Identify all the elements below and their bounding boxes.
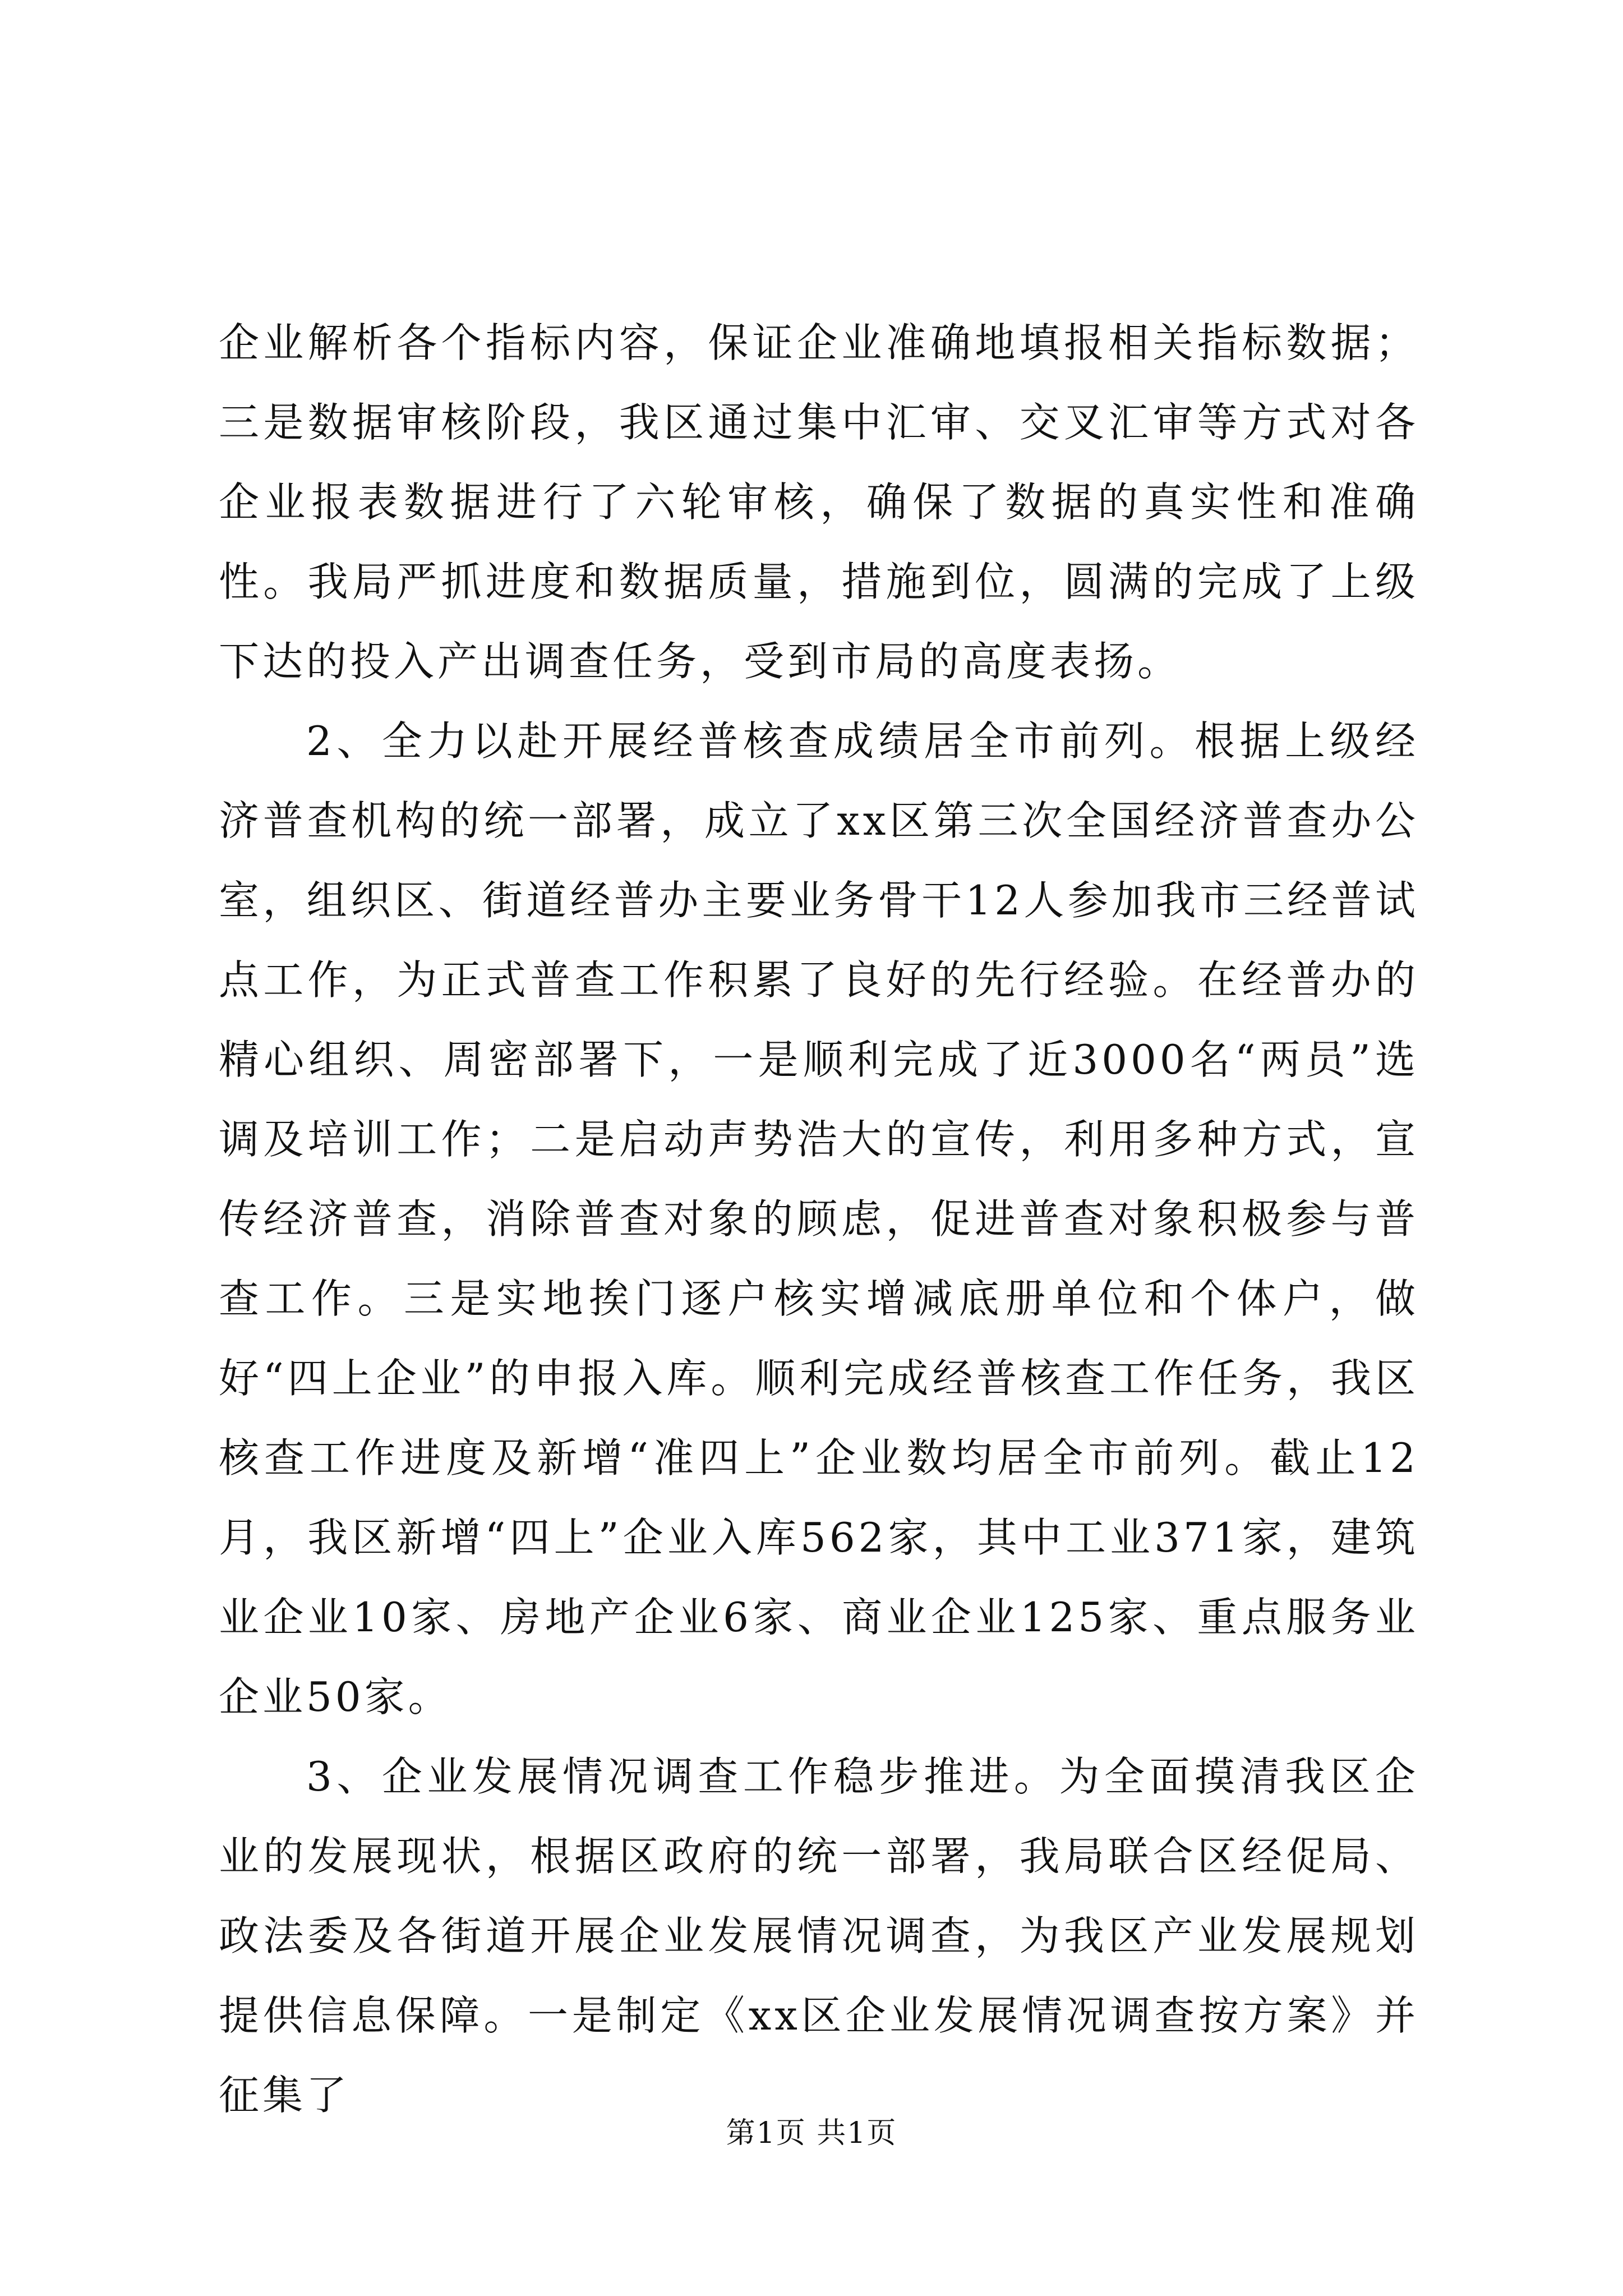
paragraph-3: 3、企业发展情况调查工作稳步推进。为全面摸清我区企业的发展现状，根据区政府的统一部署，我局联合区经促局、政法委及各街道开展企业发展情况调查，为我区产业发展规划提供信息保障。一是制定《xx区企业发展情况调查按方案》并征集了 <box>219 1753 1419 2119</box>
page-footer: 第1页 共1页 <box>726 2116 897 2150</box>
body-text <box>219 303 1419 2135</box>
paragraph-2: 2、全力以赴开展经普核查成绩居全市前列。根据上级经济普查机构的统一部署，成立了xx区第三次全国经济普查办公室，组织区、街道经普办主要业务骨干12人参加我市三经普试点工作，为正式普查工作积累了良好的先行经验。在经普办的精心组织、周密部署下，一是顺利完成了近3000名“两员”选调及培训工作；二是启动声势浩大的宣传，利用多种方式，宣传经济普查，消除普查对象的顾虑，促进普查对象积极参与普查工作。三是实地挨门逐户核实增减底册单位和个体户，做好“四上企业”的申报入库。顺利完成经普核查工作任务，我区核查工作进度及新增“准四上”企业数均居全市前列。截止12月，我区新增“四上”企业入库562家，其中工业371家，建筑业企业10家、房地产企业6家、商业企业125家、重点服务业企业50家。 <box>219 717 1419 1720</box>
paragraph-1: 企业解析各个指标内容，保证企业准确地填报相关指标数据；三是数据审核阶段，我区通过集中汇审、交叉汇审等方式对各企业报表数据进行了六轮审核，确保了数据的真实性和准确性。我局严抓进度和数据质量，措施到位，圆满的完成了上级下达的投入产出调查任务，受到市局的高度表扬。 <box>219 319 1419 685</box>
